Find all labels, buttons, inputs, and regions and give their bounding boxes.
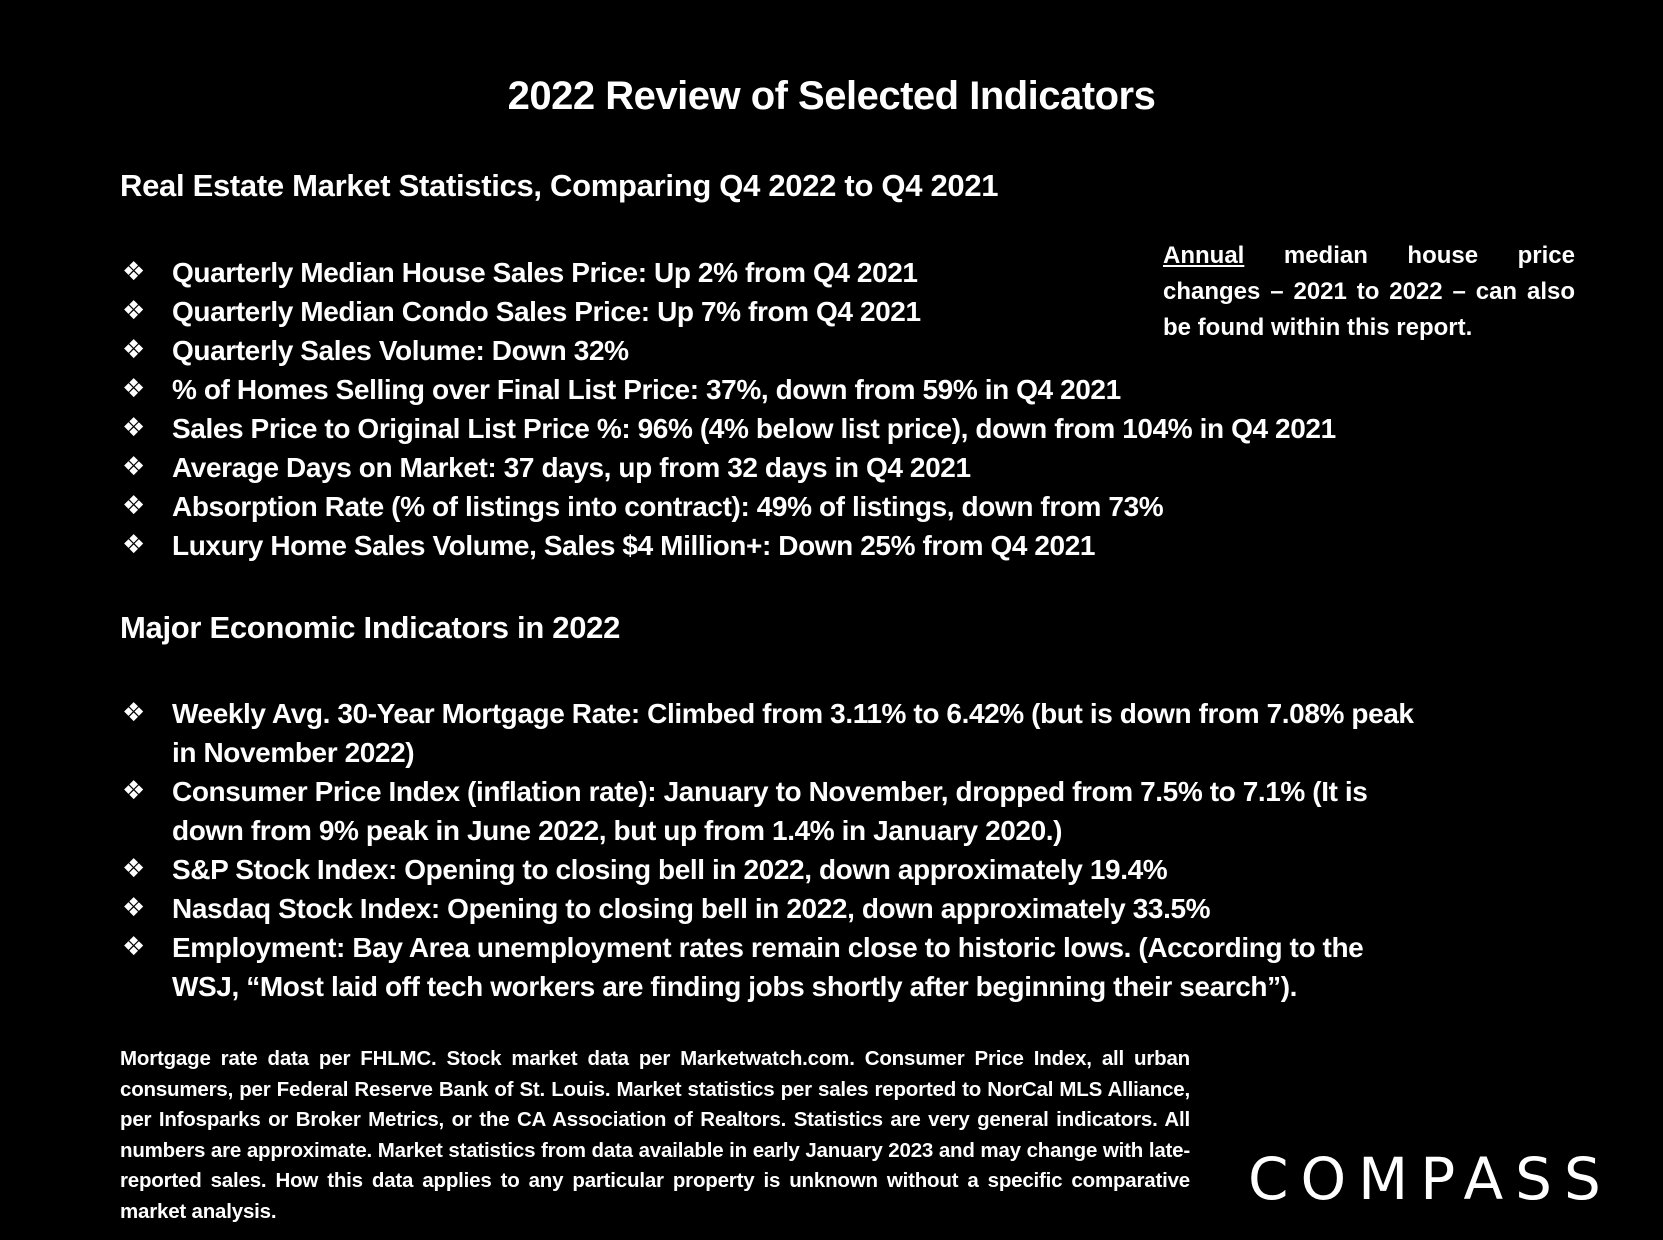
page-title: 2022 Review of Selected Indicators (507, 74, 1156, 118)
list-item-text: Average Days on Market: 37 days, up from 32 days in Q4 2021 (172, 452, 971, 483)
list-item (120, 487, 1420, 526)
side-note (1163, 238, 1575, 346)
list-item (120, 448, 1420, 487)
list-item-text: Employment: Bay Area unemployment rates remain close to historic lows. (According to the WSJ, “Most laid off tech workers are finding jobs shortly after beginning their search”). (172, 932, 1364, 1002)
economic-heading: Major Economic Indicators in 2022 (120, 610, 621, 645)
list-item-text: Weekly Avg. 30-Year Mortgage Rate: Climbed from 3.11% to 6.42% (but is down from 7.08% peak in November 2022) (172, 698, 1414, 768)
bullet-icon: ❖ (122, 776, 145, 806)
list-item-text: S&P Stock Index: Opening to closing bell in 2022, down approximately 19.4% (172, 854, 1168, 885)
list-item-text: Quarterly Sales Volume: Down 32% (172, 335, 629, 366)
list-item-text: Quarterly Median Condo Sales Price: Up 7% from Q4 2021 (172, 296, 921, 327)
list-item (120, 928, 1420, 1006)
bullet-icon: ❖ (122, 854, 145, 884)
bullet-icon: ❖ (122, 374, 145, 404)
list-item (120, 526, 1420, 565)
real-estate-heading: Real Estate Market Statistics, Comparing Q4 2022 to Q4 2021 (120, 168, 999, 203)
side-note-underlined: Annual (1163, 242, 1245, 269)
source-footnote: Mortgage rate data per FHLMC. Stock market data per Marketwatch.com. Consumer Price Index, all urban consumers, per Federal Reserve Bank of St. Louis. Market statistics per sales reported to NorCal MLS Alliance, per Infosparks or Broker Metrics, or the CA Association of Realtors. Statistics are very general indicators. All numbers are approximate. Market statistics from data available in early January 2023 and may change with late-reported sales. How this data applies to any particular property is unknown without a specific comparative market analysis. (120, 1047, 1190, 1223)
economic-list (120, 694, 1420, 1006)
bullet-icon: ❖ (122, 893, 145, 923)
bullet-icon: ❖ (122, 530, 145, 560)
list-item-text: Consumer Price Index (inflation rate): January to November, dropped from 7.5% to 7.1% (It is down from 9% peak in June 2022, but up from 1.4% in January 2020.) (172, 776, 1368, 846)
list-item (120, 409, 1420, 448)
bullet-icon: ❖ (122, 491, 145, 521)
list-item-text: Quarterly Median House Sales Price: Up 2% from Q4 2021 (172, 257, 918, 288)
list-item-text: Luxury Home Sales Volume, Sales $4 Million+: Down 25% from Q4 2021 (172, 530, 1096, 561)
side-note-text: median house price changes – 2021 to 2022 – can also be found within this report. (1163, 242, 1575, 341)
list-item-text: Sales Price to Original List Price %: 96% (4% below list price), down from 104% in Q4 2021 (172, 413, 1336, 444)
list-item (120, 694, 1420, 772)
list-item-text: % of Homes Selling over Final List Price: 37%, down from 59% in Q4 2021 (172, 374, 1121, 405)
list-item (120, 850, 1420, 889)
list-item-text: Absorption Rate (% of listings into contract): 49% of listings, down from 73% (172, 491, 1164, 522)
list-item (120, 370, 1420, 409)
list-item (120, 889, 1420, 928)
bullet-icon: ❖ (122, 932, 145, 962)
list-item (120, 772, 1420, 850)
list-item-text: Nasdaq Stock Index: Opening to closing bell in 2022, down approximately 33.5% (172, 893, 1211, 924)
bullet-icon: ❖ (122, 452, 145, 482)
bullet-icon: ❖ (122, 413, 145, 443)
bullet-icon: ❖ (122, 698, 145, 728)
bullet-icon: ❖ (122, 296, 145, 326)
bullet-icon: ❖ (122, 335, 145, 365)
compass-logo: COMPASS (1248, 1145, 1613, 1213)
bullet-icon: ❖ (122, 257, 145, 287)
